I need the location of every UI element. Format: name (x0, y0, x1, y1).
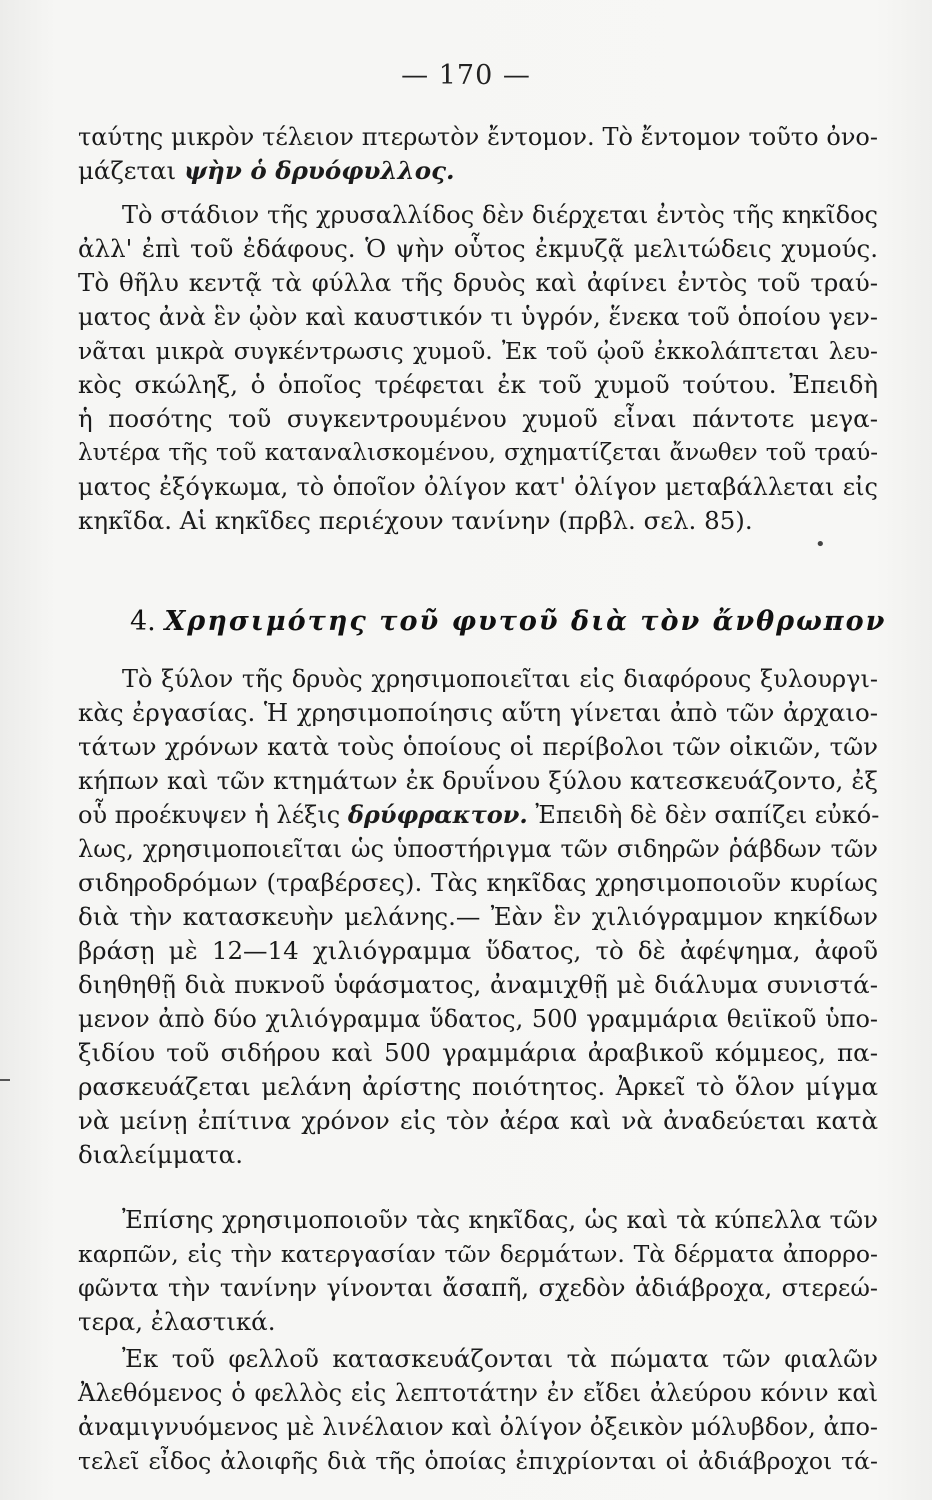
text-line: λυτέρα τῆς τοῦ καταναλισκομένου, σχηματίζεται ἄνωθεν τοῦ τραύ- (78, 440, 878, 466)
text-line: διηθηθῇ διὰ πυκνοῦ ὑφάσματος, ἀναμιχθῇ μὲ διάλυμα συνιστά- (78, 970, 878, 999)
page-number: — 170 — (401, 60, 531, 91)
text-line: νὰ μείνῃ ἐπίτινα χρόνον εἰς τὸν ἀέρα καὶ νὰ ἀναδεύεται κατὰ (78, 1106, 878, 1135)
text-line: ἀναμιγνυόμενος μὲ λινέλαιον καὶ ὀλίγον ὀξεικὸν μόλυβδον, ἀπο- (78, 1413, 878, 1441)
text-line: λως, χρησιμοποιεῖται ὡς ὑποστήριγμα τῶν σιδηρῶν ῥάβδων τῶν (78, 835, 878, 863)
text-line: ματος ἀνὰ ἓν ᾠὸν καὶ καυστικόν τι ὑγρόν, ἕνεκα τοῦ ὁποίου γεν- (78, 303, 878, 331)
text-line: ξιδίου τοῦ σιδήρου καὶ 500 γραμμάρια ἀραβικοῦ κόμμεος, πα- (78, 1038, 878, 1067)
text-line: ματος ἐξόγκωμα, τὸ ὁποῖον ὀλίγον κατ' ὀλίγον μεταβάλλεται εἰς (78, 473, 878, 501)
text-line: κὸς σκώληξ, ὁ ὁποῖος τρέφεται ἐκ τοῦ χυμοῦ τούτου. Ἐπειδὴ (78, 370, 878, 399)
text-line: ἡ ποσότης τοῦ συγκεντρουμένου χυμοῦ εἶναι πάντοτε μεγα- (78, 404, 878, 433)
text-fragment: Ἐπειδὴ δὲ δὲν σαπίζει εὐκό- (535, 801, 880, 829)
text-line: διαλείμματα. (78, 1140, 244, 1169)
text-line: Ἐκ τοῦ φελλοῦ κατασκευάζονται τὰ πώματα τῶν φιαλῶν (122, 1344, 878, 1373)
emphasized-word: δρύφρακτον. (347, 800, 528, 829)
text-line: Τὸ θῆλυ κεντᾷ τὰ φύλλα τῆς δρυὸς καὶ ἀφίνει ἐντὸς τοῦ τραύ- (78, 268, 878, 297)
section-heading (130, 602, 886, 642)
text-line: Τὸ ξύλον τῆς δρυὸς χρησιμοποιεῖται εἰς διαφόρους ξυλουργι- (122, 665, 878, 693)
text-line: διὰ τὴν κατασκευὴν μελάνης.— Ἐὰν ἓν χιλιόγραμμον κηκίδων (78, 902, 878, 931)
text-line: κήπων καὶ τῶν κτημάτων ἐκ δρυΐνου ξύλου κατεσκευάζοντο, ἐξ (78, 766, 878, 795)
text-line: τάτων χρόνων κατὰ τοὺς ὁποίους οἱ περίβολοι τῶν οἰκιῶν, τῶν (78, 732, 878, 761)
text-line: κὰς ἐργασίας. Ἡ χρησιμοποίησις αὕτη γίνεται ἀπὸ τῶν ἀρχαιο- (78, 698, 878, 727)
text-line: Ἐπίσης χρησιμοποιοῦν τὰς κηκῖδας, ὡς καὶ τὰ κύπελλα τῶν (122, 1205, 878, 1234)
text-line: καρπῶν, εἰς τὴν κατεργασίαν τῶν δερμάτων. Τὰ δέρματα ἀπορρο- (78, 1240, 878, 1268)
bullet-mark: • (815, 534, 826, 555)
text-fragment: οὗ προέκυψεν ἡ λέξις (78, 801, 341, 829)
text-fragment: μάζεται (78, 156, 177, 185)
text-line: κηκῖδα. Αἱ κηκῖδες περιέχουν τανίνην (πρβλ. σελ. 85). (78, 506, 753, 535)
section-title: Χρησιμότης τοῦ φυτοῦ διὰ τὸν ἄνθρωπον (164, 606, 887, 637)
text-line: φῶντα τὴν τανίνην γίνονται ἄσαπῆ, σχεδὸν ἀδιάβροχα, στερεώ- (78, 1274, 878, 1302)
text-line: βράσῃ μὲ 12—14 χιλιόγραμμα ὕδατος, τὸ δὲ ἀφέψημα, ἀφοῦ (78, 936, 878, 965)
text-line: σιδηροδρόμων (τραβέρσες). Τὰς κηκῖδας χρησιμοποιοῦν κυρίως (78, 868, 878, 897)
text-line: ταύτης μικρὸν τέλειον πτερωτὸν ἔντομον. Τὸ ἔντομον τοῦτο ὀνο- (78, 123, 878, 151)
margin-mark (0, 1079, 10, 1081)
text-line: μενον ἀπὸ δύο χιλιόγραμμα ὕδατος, 500 γραμμάρια θειϊκοῦ ὑπο- (78, 1005, 878, 1033)
text-line: ρασκευάζεται μελάνη ἀρίστης ποιότητος. Ἀρκεῖ τὸ ὅλον μίγμα (78, 1072, 878, 1101)
text-line: τερα, ἐλαστικά. (78, 1307, 276, 1336)
text-line: ἀλλ' ἐπὶ τοῦ ἐδάφους. Ὁ ψὴν οὗτος ἐκμυζᾷ μελιτώδεις χυμούς. (78, 234, 878, 263)
insect-name: ψὴν ὁ δρυόφυλλος. (183, 156, 455, 185)
text-line (78, 798, 878, 832)
section-number: 4. (130, 606, 156, 637)
text-line: νᾶται μικρὰ συγκέντρωσις χυμοῦ. Ἐκ τοῦ ᾠοῦ ἐκκολάπτεται λευ- (78, 337, 878, 365)
text-line (78, 154, 878, 188)
text-line: τελεῖ εἶδος ἀλοιφῆς διὰ τῆς ὁποίας ἐπιχρίονται οἱ ἀδιάβροχοι τά- (78, 1447, 878, 1475)
text-line: Τὸ στάδιον τῆς χρυσαλλίδος δὲν διέρχεται ἐντὸς τῆς κηκῖδος (122, 201, 878, 229)
text-line: Ἀλεθόμενος ὁ φελλὸς εἰς λεπτοτάτην ἐν εἴδει ἀλεύρου κόνιν καὶ (78, 1379, 878, 1407)
